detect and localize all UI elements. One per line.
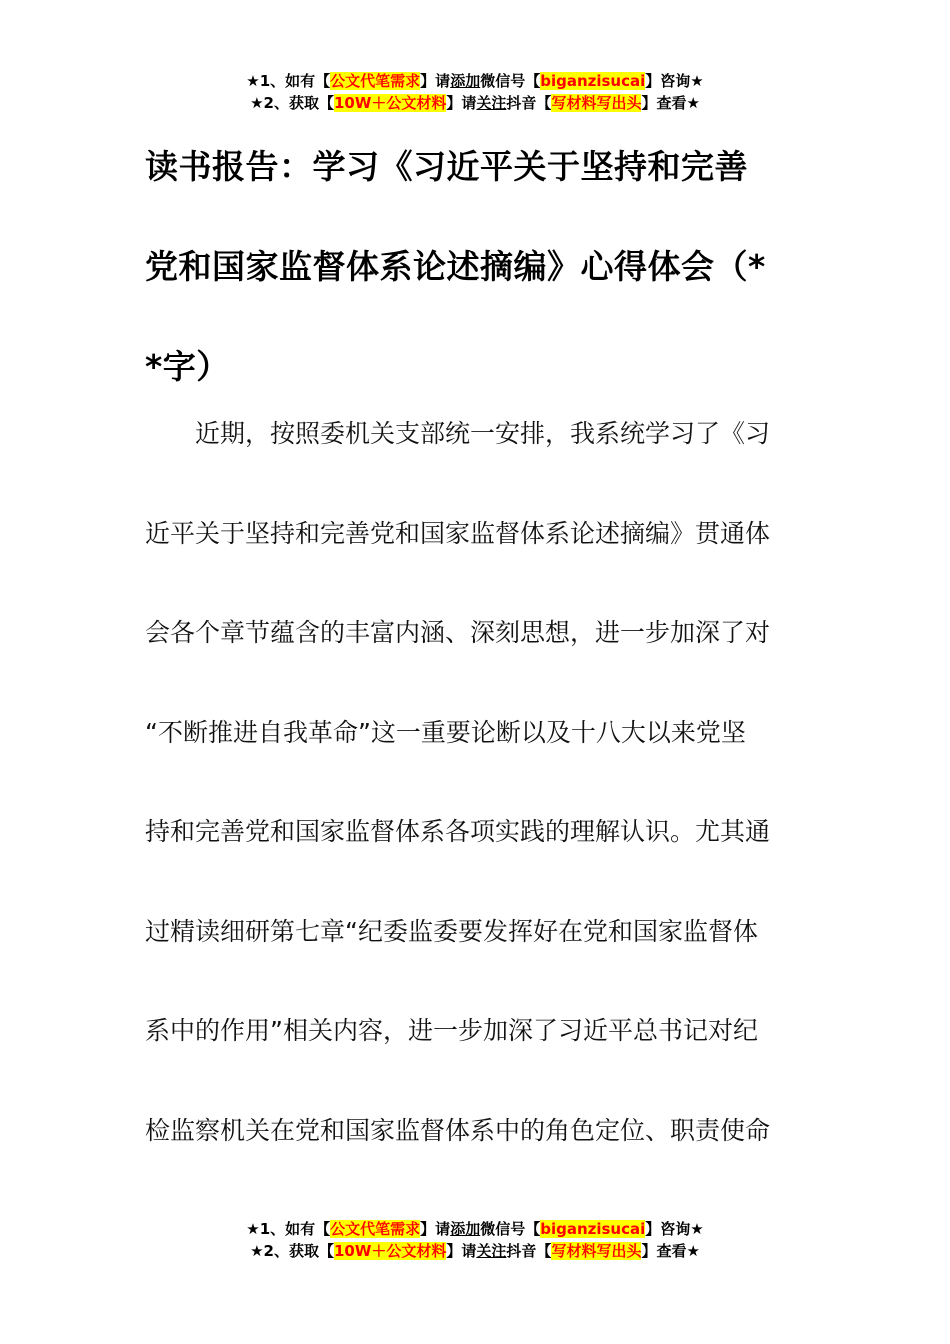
highlight-wechat-id: biganzisucai	[540, 1220, 646, 1238]
underlined-follow: 关注	[476, 1242, 507, 1260]
body-line: 近平关于坚持和完善党和国家监督体系论述摘编》贯通体	[145, 518, 771, 548]
banner-line-2	[0, 1240, 950, 1262]
body-line: 持和完善党和国家监督体系各项实践的理解认识。尤其通	[145, 817, 771, 846]
underlined-add: 添加	[450, 72, 481, 90]
banner-text: ★1、如有【	[246, 1220, 331, 1238]
banner-line-1	[0, 70, 950, 92]
banner-text: 】查看★	[641, 1242, 700, 1260]
underlined-add: 添加	[450, 1220, 481, 1238]
body-line: 检监察机关在党和国家监督体系中的角色定位、职责使命	[145, 1115, 771, 1145]
highlight-materials: 10W＋公文材料	[333, 94, 447, 112]
title-line: 读书报告：学习《习近平关于坚持和完善	[145, 147, 748, 186]
banner-text: 】请	[446, 1242, 477, 1260]
highlight-douyin: 写材料写出头	[551, 1242, 642, 1260]
banner-text: 】查看★	[641, 94, 700, 112]
banner-text: ★1、如有【	[246, 72, 331, 90]
banner-text: 抖音【	[506, 94, 552, 112]
title-line: 党和国家监督体系论述摘编》心得体会（*	[145, 247, 766, 286]
highlight-douyin: 写材料写出头	[551, 94, 642, 112]
highlight-service: 公文代笔需求	[330, 72, 421, 90]
title-line: *字）	[145, 347, 230, 386]
body-paragraph	[145, 384, 810, 1180]
body-line: 过精读细研第七章“纪委监委要发挥好在党和国家监督体	[145, 916, 758, 946]
underlined-follow: 关注	[476, 94, 507, 112]
body-line: 近期，按照委机关支部统一安排，我系统学习了《习	[145, 419, 771, 448]
banner-text: 】咨询★	[645, 72, 704, 90]
banner-text: 微信号【	[480, 72, 541, 90]
banner-line-2	[0, 92, 950, 114]
banner-text: 微信号【	[480, 1220, 541, 1238]
body-line: 会各个章节蕴含的丰富内涵、深刻思想，进一步加深了对	[145, 618, 771, 647]
banner-text: ★2、获取【	[250, 94, 334, 112]
banner-text: 】请	[446, 94, 477, 112]
banner-text: ★2、获取【	[250, 1242, 334, 1260]
body-line: “不断推进自我革命”这一重要论断以及十八大以来党坚	[145, 717, 746, 747]
document-title	[145, 117, 810, 417]
highlight-service: 公文代笔需求	[330, 1220, 421, 1238]
banner-text: 】请	[420, 1220, 451, 1238]
header-banner	[0, 70, 950, 114]
banner-text: 抖音【	[506, 1242, 552, 1260]
highlight-wechat-id: biganzisucai	[540, 72, 646, 90]
banner-text: 】咨询★	[645, 1220, 704, 1238]
highlight-materials: 10W＋公文材料	[333, 1242, 447, 1260]
banner-text: 】请	[420, 72, 451, 90]
footer-banner	[0, 1218, 950, 1262]
banner-line-1	[0, 1218, 950, 1240]
body-line: 系中的作用”相关内容，进一步加深了习近平总书记对纪	[145, 1016, 758, 1045]
